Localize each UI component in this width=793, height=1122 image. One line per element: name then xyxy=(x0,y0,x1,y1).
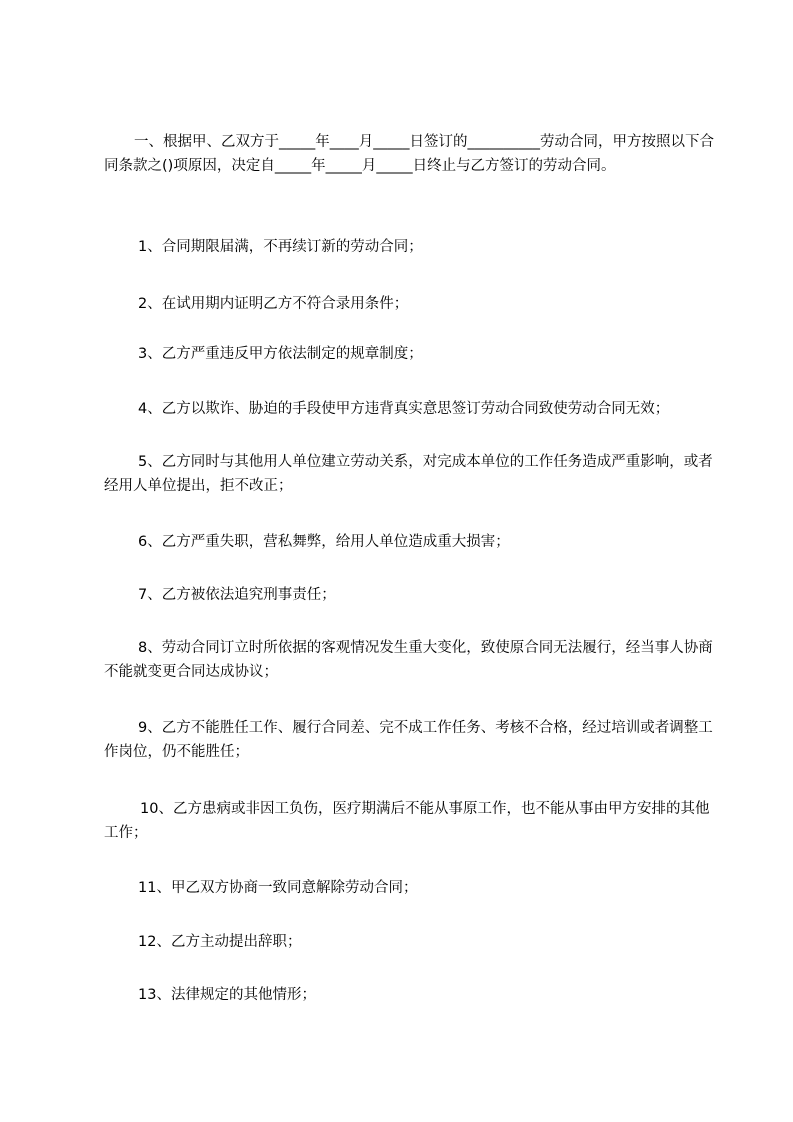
clause-5: 5、乙方同时与其他用人单位建立劳动关系，对完成本单位的工作任务造成严重影响，或者经用人单位提出，拒不改正； xyxy=(104,454,713,494)
clause-13: 13、法律规定的其他情形； xyxy=(138,987,316,1003)
clause-4: 4、乙方以欺诈、胁迫的手段使甲方违背真实意思签订劳动合同致使劳动合同无效； xyxy=(138,401,670,417)
clause-1: 1、合同期限届满，不再续订新的劳动合同； xyxy=(138,239,423,255)
intro-paragraph: 一、根据甲、乙双方于_____年____月_____日签订的__________劳动合同，甲方按照以下合同条款之()项原因，决定自_____年_____月_____日终止与乙方签订的劳动合同。 xyxy=(104,134,714,174)
clause-9: 9、乙方不能胜任工作、履行合同差、完不成工作任务、考核不合格，经过培训或者调整工作岗位，仍不能胜任； xyxy=(104,720,713,760)
clause-12: 12、乙方主动提出辞职； xyxy=(138,934,302,950)
clause-8: 8、劳动合同订立时所依据的客观情况发生重大变化，致使原合同无法履行，经当事人协商不能就变更合同达成协议； xyxy=(104,640,713,680)
clause-7: 7、乙方被依法追究刑事责任； xyxy=(138,587,336,603)
clause-3: 3、乙方严重违反甲方依法制定的规章制度； xyxy=(138,346,423,362)
clause-10: 10、乙方患病或非因工负伤，医疗期满后不能从事原工作，也不能从事由甲方安排的其他工作； xyxy=(104,801,710,841)
clause-2: 2、在试用期内证明乙方不符合录用条件； xyxy=(138,296,409,312)
clause-11: 11、甲乙双方协商一致同意解除劳动合同； xyxy=(138,880,418,896)
clause-6: 6、乙方严重失职，营私舞弊，给用人单位造成重大损害； xyxy=(138,534,510,550)
